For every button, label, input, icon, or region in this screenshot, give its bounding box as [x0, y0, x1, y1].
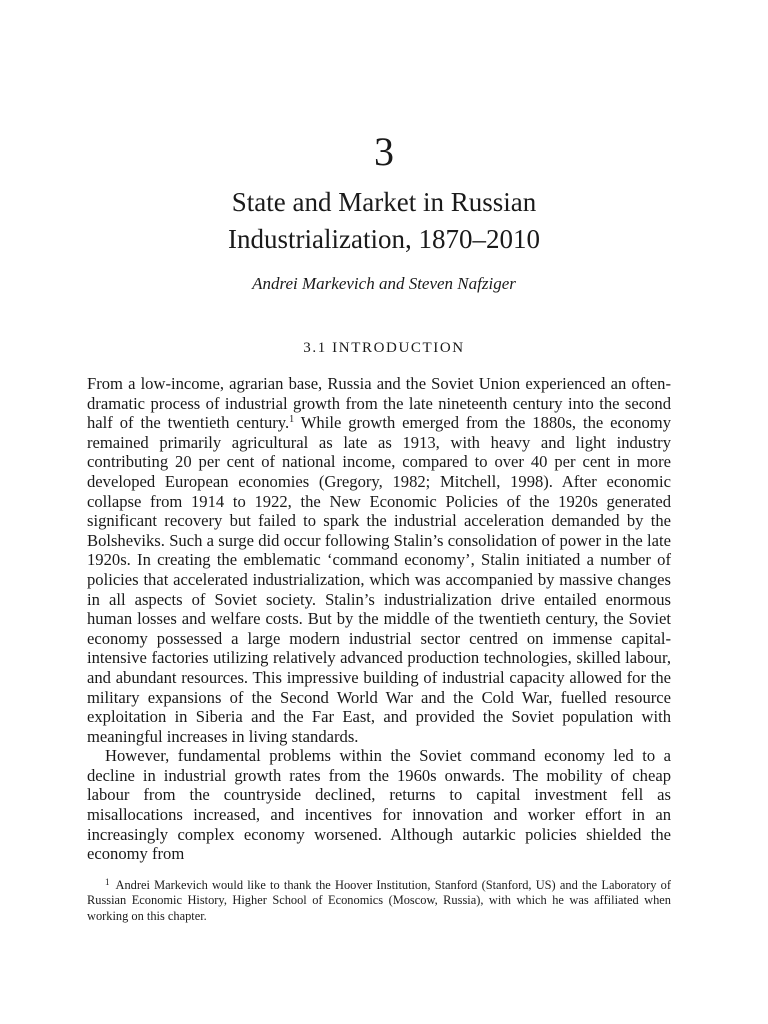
footnote-mark: 1 — [105, 877, 110, 887]
section-heading: 3.1 INTRODUCTION — [303, 340, 465, 356]
body-text — [87, 374, 671, 864]
footnote-reference[interactable]: 1 — [289, 414, 295, 426]
paragraph-1-part-2: While growth emerged from the 1880s, the economy remained primarily agricultural as late as 1913, with heavy and light industry contributing 20 per cent of national income, compared to over 40 per cent in more developed European economies (Gregory, 1982; Mitchell, 1998). After economic collapse from 1914 to 1922, the New Economic Policies of the 1920s generated significant recovery but failed to spark the industrial acceleration demanded by the Bolsheviks. Such a surge did occur following Stalin’s consolidation of power in the late 1920s. In creating the emblematic ‘command economy’, Stalin initiated a number of policies that accelerated industrialization, which was accompanied by massive changes in all aspects of Soviet society. Stalin’s industrialization drive entailed enormous human losses and welfare costs. But by the middle of the twentieth century, the Soviet economy possessed a large modern industrial sector centred on immense capital-intensive factories utilizing relatively advanced production technologies, skilled labour, and abundant resources. This impressive building of industrial capacity allowed for the military expansions of the Second World War and the Cold War, fuelled resource exploitation in Siberia and the Far East, and provided the Soviet population with meaningful increases in living standards. — [87, 413, 671, 746]
paragraph-2: However, fundamental problems within the Soviet command economy led to a decline in industrial growth rates from the 1960s onwards. The mobility of cheap labour from the countryside declined, returns to capital investment fell as misallocations increased, and incentives for innovation and worker effort in an increasingly complex economy worsened. Although autarkic policies shielded the economy from — [87, 746, 671, 864]
footnote-text: Andrei Markevich would like to thank the Hoover Institution, Stanford (Stanford, US) and the Laboratory of Russian Economic History, Higher School of Economics (Moscow, Russia), with which he was affiliated when working on this chapter. — [87, 878, 671, 923]
chapter-title-line-1: State and Market in Russian — [231, 187, 537, 217]
paragraph-1-part-1: From a low-income, agrarian base, Russia and the Soviet Union experienced an often-dramatic process of industrial growth from the late nineteenth century into the second half of the twentieth century. — [87, 374, 671, 433]
chapter-number: 3 — [374, 129, 394, 174]
paragraph-1 — [87, 374, 671, 746]
chapter-authors: Andrei Markevich and Steven Nafziger — [252, 274, 516, 293]
footnote — [87, 878, 671, 924]
chapter-title-line-2: Industrialization, 1870–2010 — [228, 224, 540, 254]
chapter-title — [0, 184, 768, 258]
